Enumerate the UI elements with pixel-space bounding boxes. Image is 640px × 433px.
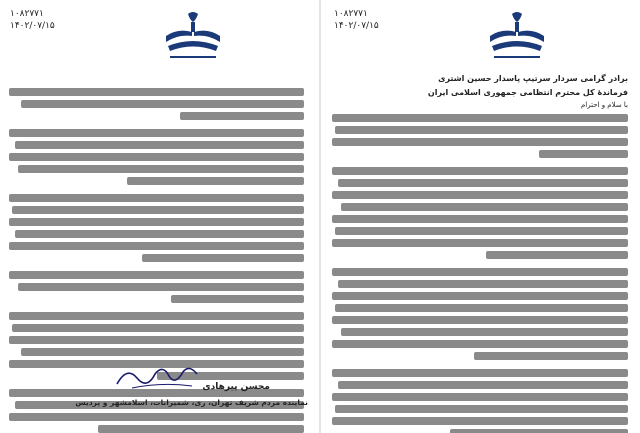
parliament-emblem (158, 10, 228, 65)
document-page-left (0, 0, 318, 433)
greeting: با سلام و احترام (580, 101, 628, 109)
letter-number: ۱۰۸۲۷۷۱ (10, 9, 44, 19)
signature-title: نماینده مردم شریف تهران، ری، شمیرانات، اسلامشهر و پردیس (75, 398, 308, 407)
recipient-line-2: فرماندهٔ کل محترم انتظامی جمهوری اسلامی ایران (427, 88, 628, 97)
parliament-logo-icon (482, 10, 552, 65)
letter-body-right (332, 114, 628, 433)
page-divider (319, 0, 321, 433)
signature-name: محسن پیرهادی (202, 382, 270, 392)
parliament-emblem (482, 10, 552, 65)
document-page-right (322, 0, 640, 433)
letter-meta-left (10, 8, 55, 32)
letter-number: ۱۰۸۲۷۷۱ (334, 9, 368, 19)
recipient-line-1: برادر گرامی سردار سرتیپ پاسدار حسین اشتری (438, 74, 628, 83)
letter-date: ۱۴۰۲/۰۷/۱۵ (10, 21, 55, 31)
parliament-logo-icon (158, 10, 228, 65)
letter-date: ۱۴۰۲/۰۷/۱۵ (334, 21, 379, 31)
letter-meta-right (334, 8, 379, 32)
